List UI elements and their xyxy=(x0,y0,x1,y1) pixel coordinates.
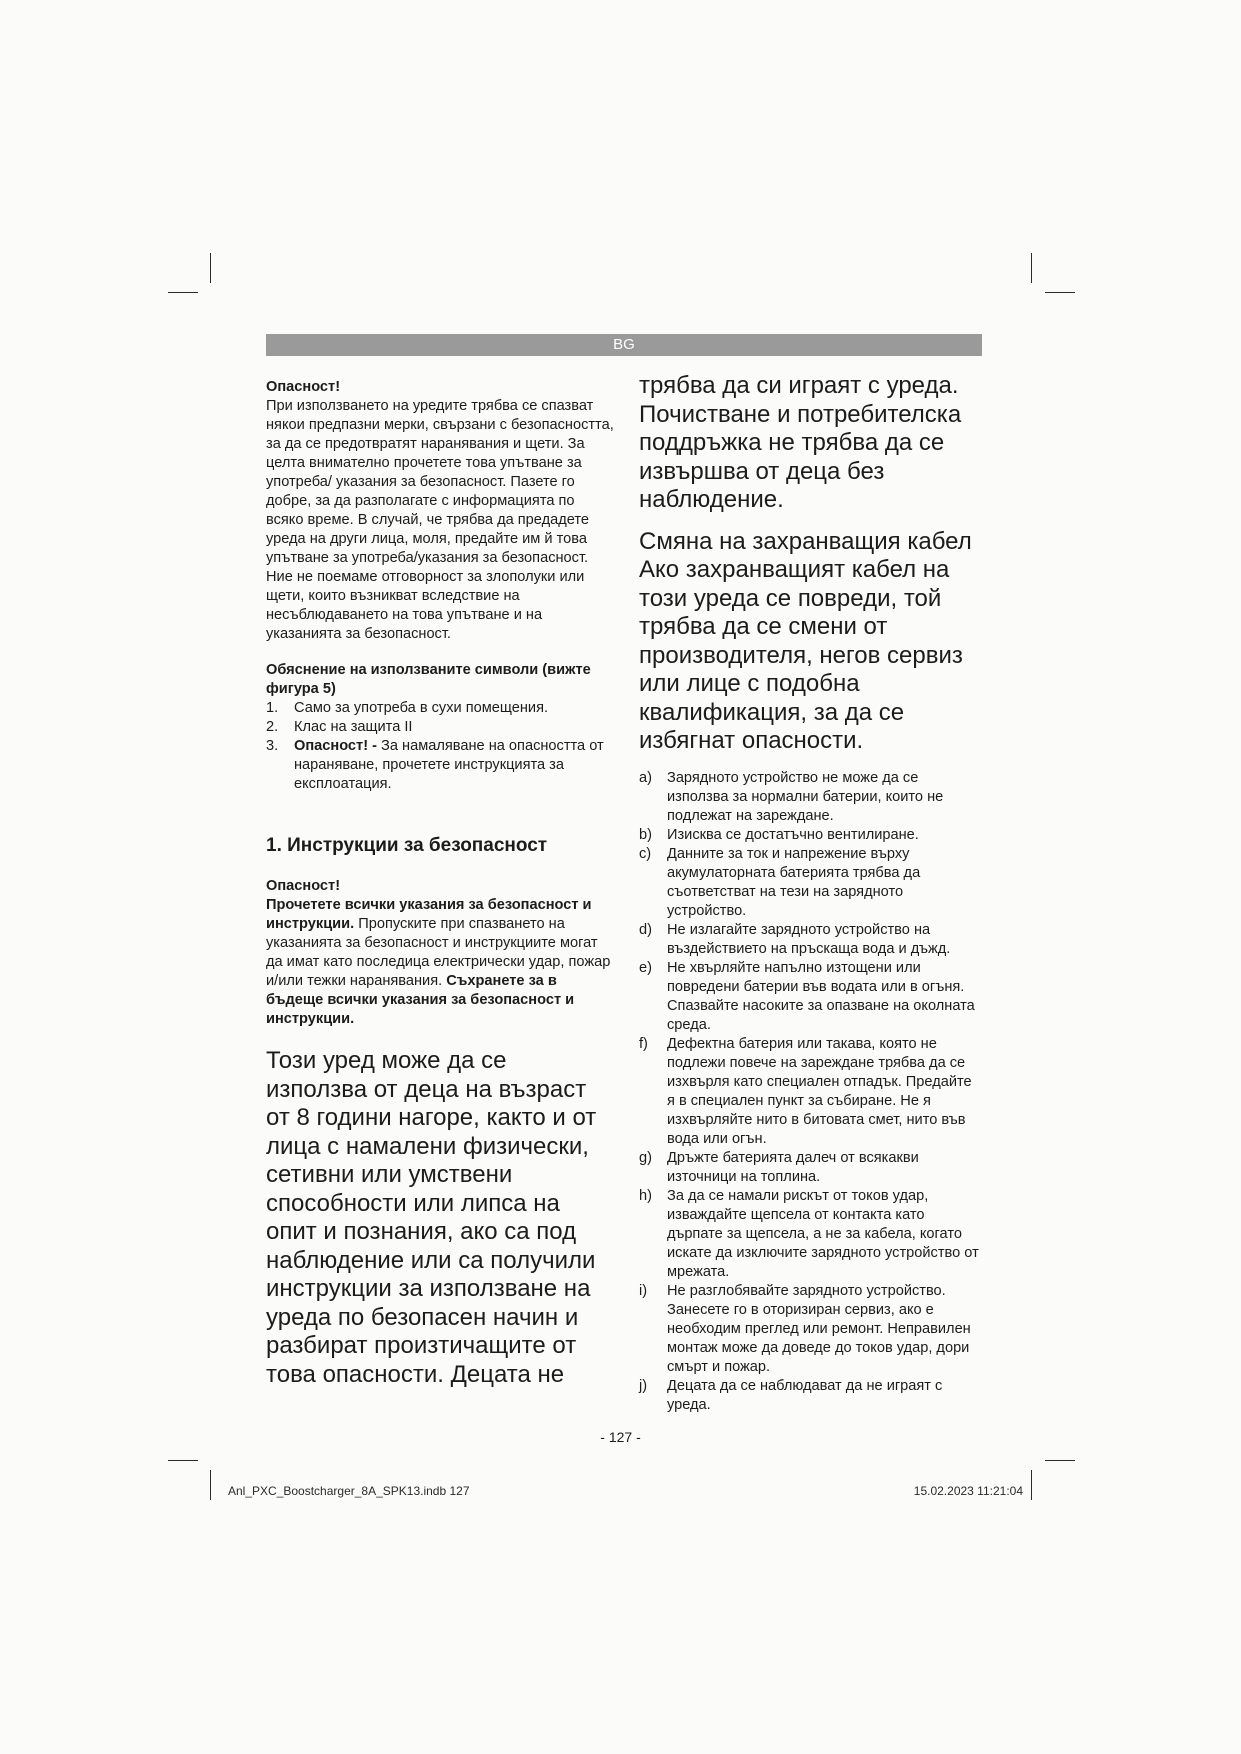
crop-mark xyxy=(1045,1460,1075,1461)
crop-mark xyxy=(1045,292,1075,293)
crop-mark xyxy=(1031,253,1032,283)
print-timestamp: 15.02.2023 11:21:04 xyxy=(913,1484,1023,1498)
list-item: b) Изисква се достатъчно вентилиране. xyxy=(639,826,919,843)
children-notice-part2: трябва да си играят с уреда. Почистване и потребителска поддръжка не трябва да се извършва от деца без наблюдение. xyxy=(639,372,962,513)
list-item: a) Зарядното устройство не може да се използва за нормални батерии, които не подлежат на зареждане. xyxy=(639,769,944,824)
symbol-item: 1. Само за употреба в сухи помещения. xyxy=(266,700,549,716)
list-item: c) Данните за ток и напрежение върху акумулаторната батерията трябва да съответстват на тези на зарядното устройство. xyxy=(639,845,921,919)
crop-mark xyxy=(168,292,198,293)
safety-section-title: 1. Инструкции за безопасност xyxy=(266,835,548,856)
right-column xyxy=(639,372,983,1415)
warning-paragraph: Прочетете всички указания за безопасност и инструкции. Пропуските при спазването на указанията за безопасност и инструкциите могат да имат като последица електрически удар, пожар и/или тежки наранявания. Съхранете за в бъдеще всички указания за безопасност и инструкции. xyxy=(266,897,611,1027)
file-info: Anl_PXC_Boostcharger_8A_SPK13.indb 127 xyxy=(228,1484,470,1498)
language-header-bar xyxy=(266,334,982,356)
crop-mark xyxy=(168,1460,198,1461)
symbol-item: 3. Опасност! - За намаляване на опасността от нараняване, прочетете инструкцията за експлоатация. xyxy=(266,738,604,792)
list-item: e) Не хвърляйте напълно изтощени или повредени батерии във водата или в огъня. Спазвайте насоките за опазване на околната среда. xyxy=(639,959,975,1033)
intro-body: При използването на уредите трябва се спазват някои предпазни мерки, свързани с безопасността, за да се предотвратят наранявания и щети. За целта внимателно прочетете това упътване за употреба/ указания за безопасност. Пазете го добре, за да разполагате с информацията по всяко време. В случай, че трябва да предадете уреда на други лица, моля, предайте им й това упътване за употреба/указания за безопасност. Ние не поемаме отговорност за злополуки или щети, които възникват вследствие на несъблюдаването на това упътване и на указанията за безопасност. xyxy=(266,398,614,642)
symbol-item: 2. Клас на защита II xyxy=(266,719,413,735)
intro-heading: Опасност! xyxy=(266,379,341,395)
symbols-heading: Обяснение на използваните символи (вижте фигура 5) xyxy=(266,662,591,697)
list-item: h) За да се намали рискът от токов удар, изваждайте щепсела от контакта като дърпате за щепсела, а не за кабела, когато искате да изключите зарядното устройство от мрежата. xyxy=(639,1187,979,1280)
symbols-list xyxy=(266,699,614,794)
children-notice-part1: Този уред може да се използва от деца на възраст от 8 години нагоре, както и от лица с намалени физически, сетивни или умствени способности или липса на опит и познания, ако са под наблюдение или са получили инструкции за използване на уреда по безопасен начин и разбират произтичащите от това опасности. Децата не xyxy=(266,1047,597,1388)
language-code: BG xyxy=(613,336,635,353)
crop-mark xyxy=(1031,1470,1032,1500)
list-item: g) Дръжте батерията далеч от всякакви източници на топлина. xyxy=(639,1149,919,1185)
list-item: j) Децата да се наблюдават да не играят с уреда. xyxy=(639,1377,943,1413)
list-item: f) Дефектна батерия или такава, която не подлежи повече на зареждане трябва да се изхвърля като специален отпадък. Предайте я в специален пункт за събиране. Не я изхвърляйте нито в битовата смет, нито във вода или огън. xyxy=(639,1035,972,1147)
crop-mark xyxy=(210,1470,211,1500)
list-item: i) Не разглобявайте зарядното устройство. Занесете го в оторизиран сервиз, ако е необходим преглед или ремонт. Неправилен монтаж може да доведе до токов удар, дори смърт и пожар. xyxy=(639,1282,971,1375)
cable-text: Ако захранващият кабел на този уреда се повреди, той трябва да се смени от производителя, негов сервиз или лице с подобна квалификация, за да се избягнат опасности. xyxy=(639,556,963,754)
cable-heading: Смяна на захранващия кабел xyxy=(639,527,972,555)
crop-mark xyxy=(210,253,211,283)
safety-items-list xyxy=(639,769,983,1415)
list-item: d) Не излагайте зарядното устройство на въздействието на пръскаща вода и дъжд. xyxy=(639,921,951,957)
page-number: - 127 - xyxy=(600,1429,641,1445)
warning-heading: Опасност! xyxy=(266,878,341,894)
left-column xyxy=(266,378,614,1389)
